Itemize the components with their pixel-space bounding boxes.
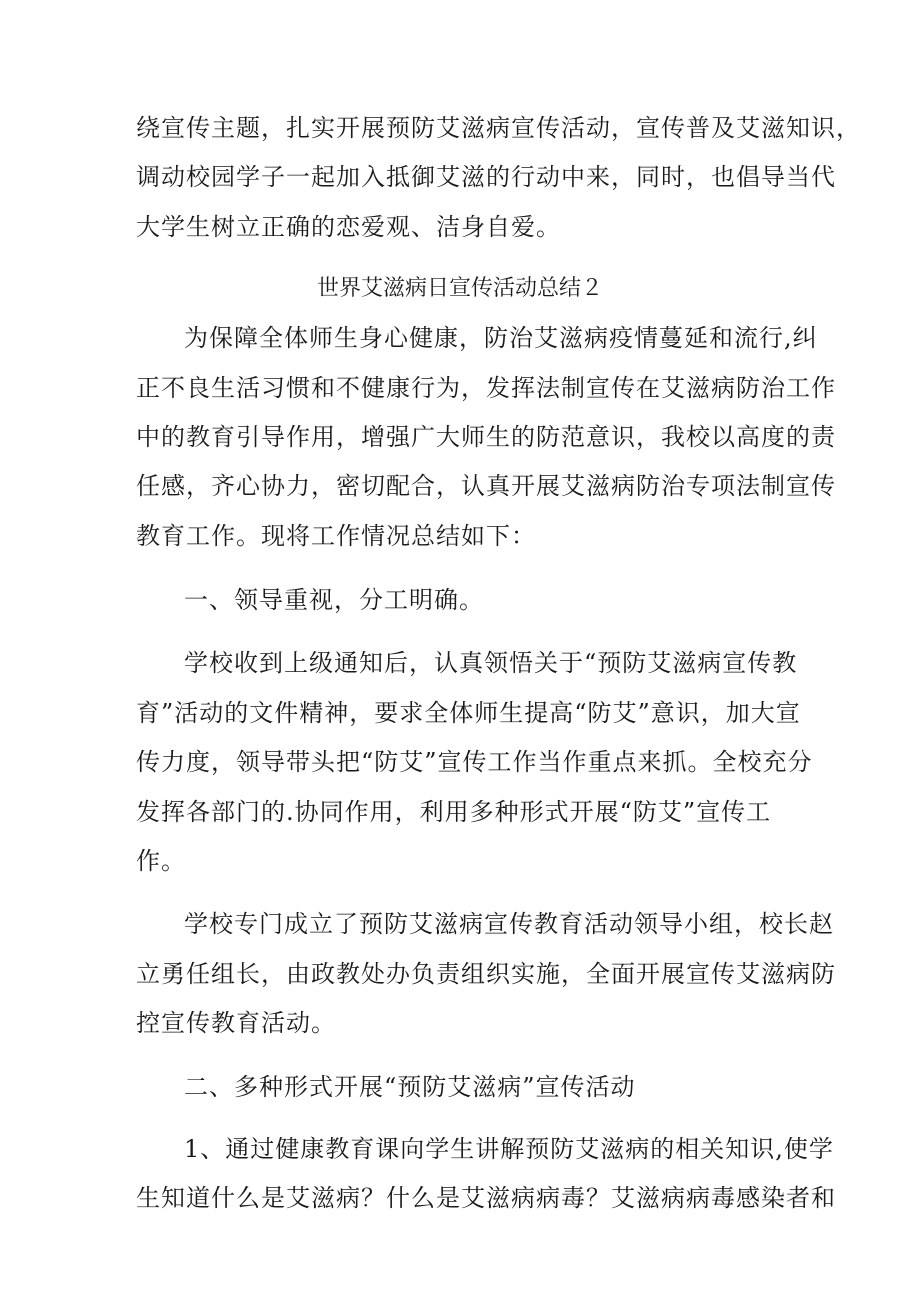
- para2-line-3: 传力度，领导带头把“防艾”宣传工作当作重点来抓。全校充分: [136, 748, 813, 776]
- para2-line-4: 发挥各部门的.协同作用，利用多种形式开展“防艾”宣传工: [136, 798, 772, 826]
- para4-line-1: 1、通过健康教育课向学生讲解预防艾滋病的相关知识,使学: [184, 1135, 834, 1163]
- para1-line-1: 为保障全体师生身心健康，防治艾滋病疫情蔓延和流行,纠: [184, 324, 818, 352]
- para3-line-2: 立勇任组长，由政教处办负责组织实施，全面开展宣传艾滋病防: [136, 960, 836, 988]
- heading-1: 一、领导重视，分工明确。: [184, 586, 484, 614]
- heading-2: 二、多种形式开展“预防艾滋病”宣传活动: [184, 1073, 636, 1101]
- para3-line-1: 学校专门成立了预防艾滋病宣传教育活动领导小组，校长赵: [184, 910, 834, 938]
- para2-line-5: 作。: [136, 847, 186, 875]
- para1-line-4: 任感，齐心协力，密切配合，认真开展艾滋病防治专项法制宣传: [136, 472, 836, 500]
- intro-line-2: 调动校园学子一起加入抵御艾滋的行动中来，同时，也倡导当代: [136, 163, 836, 191]
- para1-line-2: 正不良生活习惯和不健康行为，发挥法制宣传在艾滋病防治工作: [136, 374, 836, 402]
- para2-line-2: 育”活动的文件精神，要求全体师生提高“防艾”意识，加大宣: [136, 699, 801, 727]
- para1-line-5: 教育工作。现将工作情况总结如下：: [136, 522, 536, 550]
- intro-line-1: 绕宣传主题，扎实开展预防艾滋病宣传活动，宣传普及艾滋知识，: [136, 114, 861, 142]
- para2-line-1: 学校收到上级通知后，认真领悟关于“预防艾滋病宣传教: [184, 649, 798, 677]
- para3-line-3: 控宣传教育活动。: [136, 1009, 336, 1037]
- section-title: 世界艾滋病日宣传活动总结２: [316, 276, 603, 301]
- para4-line-2: 生知道什么是艾滋病？什么是艾滋病病毒？艾滋病病毒感染者和: [136, 1184, 836, 1212]
- intro-line-3: 大学生树立正确的恋爱观、洁身自爱。: [136, 213, 561, 241]
- para1-line-3: 中的教育引导作用，增强广大师生的防范意识，我校以高度的责: [136, 423, 836, 451]
